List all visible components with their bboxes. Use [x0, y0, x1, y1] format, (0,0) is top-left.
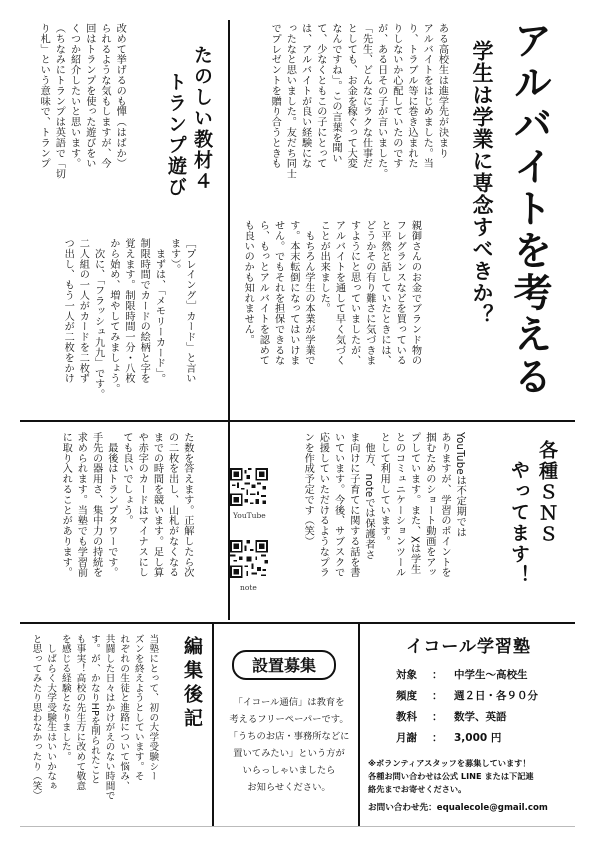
- game-title-line1: たのしい教材４: [191, 45, 213, 192]
- info-value: 週２日・各９０分: [454, 690, 538, 702]
- notice-line: 絡先までお寄せください。: [368, 784, 467, 794]
- info-label: 教科: [396, 711, 417, 723]
- youtube-qr-code[interactable]: [230, 468, 268, 506]
- note-qr-code[interactable]: [230, 540, 268, 578]
- page-bottom-rule: [20, 826, 575, 827]
- info-label: 頻度: [396, 690, 417, 702]
- recruit-line: 「イコール通信」は教育を: [233, 697, 345, 708]
- recruit-line: 置いてみたい」という方が: [233, 748, 345, 759]
- info-colon: ：: [432, 690, 443, 702]
- info-value: 3,000 円: [454, 732, 502, 744]
- notice-line: ※ボランティアスタッフを募集しています！: [368, 758, 531, 768]
- notice-line: 各種お問い合わせは公式 LINE または下記連: [368, 771, 534, 781]
- afterword-body: 当塾にとって、初の大学受験シー ズンを終えようとしています。そ れぞれの生徒と進路について悩み、 共闘した日々はかけがえのない時間で す。が、かなりHPを削られたこと も事実！高校の先生方に改めて敬意 を感じる経験となりました。 しばらく大学受験生はいいかなぁ と思ってみたり思わなかったり（笑）: [30, 634, 159, 801]
- info-label: 対象: [396, 669, 417, 681]
- school-name: イコール学習塾: [406, 637, 531, 657]
- recruit-title: 設置募集: [251, 656, 316, 675]
- divider-feature-game: [228, 20, 230, 420]
- info-colon: ：: [432, 711, 443, 723]
- feature-body-continued: 親御さんのお金でブランド物の フレグランスなどを買っている と平然と話していたときには、 どうかその有り難さに気づきま すようにと思っていましたが、 アルバイトを通して早く気づく ことが出来ました。 もちろん学生の本業が学業で す。本末転倒になってはいけま せん。でもそれを担保できるな ら、もっとアルバイトを認めて も良いのかも知れません。: [242, 220, 421, 366]
- info-colon: ：: [432, 669, 443, 681]
- game-body-continued: ［プレイング］カード」と言い ます）。 まずは、「メモリーカード」。 制限時間でカードの絵柄と字を 覚えます。制限時間一分・八枚 から始め、増やしてみましょう。 次に、「フラッシュ九九」です。 二人組の一人がカードを二枚ず つ出し、もう一人が二枚をかけ: [62, 238, 195, 400]
- contact-email[interactable]: お問い合わせ先：equalecole@gmail.com: [368, 803, 548, 813]
- divider-recruit-school: [358, 622, 360, 827]
- recruit-line: 「うちのお店・事務所などに: [228, 731, 350, 742]
- game-body-final: た数を答えます。正解したら次 の二枚を出し、山札がなくなる までの時間を競います。足し算 や赤字のカードはマイナスにし ても良いでしょう。 最後はトランプタワーです。 手先の器用さ、集中力の持続を 求められます。当塾でも学習前 に取り入れることがあります。: [60, 432, 193, 578]
- feature-title: アルバイトを考える: [507, 20, 552, 398]
- info-value: 数学、英語: [454, 711, 507, 723]
- info-label: 月謝: [396, 732, 417, 744]
- recruit-text: [222, 694, 356, 796]
- recruit-line: お知らせください。: [247, 782, 331, 793]
- divider-middle-bottom: [20, 622, 575, 624]
- divider-top-middle: [20, 420, 575, 422]
- info-value: 中学生～高校生: [454, 669, 528, 681]
- feature-subtitle: 学生は学業に専念すべきか？: [470, 40, 494, 326]
- game-body: 改めて挙げるのも憚（はばか） られるような気もしますが、今 回はトランプを使った遊びをい くつか紹介したいと思います。 （ちなみにトランプは英語で「切 り札」という意味で、トランプ: [38, 23, 126, 179]
- note-caption: note: [240, 583, 257, 592]
- info-colon: ：: [432, 732, 443, 744]
- divider-afterword-recruit: [212, 622, 214, 827]
- feature-body: ある高校生は進学先が決まり アルバイトをはじめました。当 り、トラブル等に巻き込まれた りしないか心配していたのです が、ある日その子が言いました。 「先生、どんなにラクな仕事だ としても、お金を稼ぐって大変 なんですね」。この言葉を聞い て、少なくともこの子にとって は、アルバイトが良い経験にな ったなと思いました。友だち同士 でプレゼントを贈り合うときも: [269, 23, 448, 179]
- sns-title-line2: やってます！: [508, 460, 530, 586]
- afterword-title: 編集後記: [181, 636, 203, 732]
- divider-sns-game: [228, 420, 230, 620]
- youtube-caption: YouTube: [233, 511, 266, 520]
- recruit-line: いらっしゃいましたら: [242, 765, 336, 776]
- game-title-line2: トランプ遊び: [165, 72, 187, 198]
- recruit-line: 考えるフリーペーパーです。: [229, 714, 349, 725]
- school-notice: [368, 757, 573, 796]
- sns-body: YouTubeは不定期では ありますが、学習のポイントを 掴むためのショート動画をアッ プしています。また、Xは学生 とのコミュニケーションツール として利用しています。 他方、noteでは保護者さ ま向けに子育てに関する話を書 いています。今後、サブスクで 応援していただけるようなプラ ンを作成予定です（笑）: [302, 432, 466, 578]
- sns-title-line1: 各種ＳＮＳ: [536, 440, 558, 545]
